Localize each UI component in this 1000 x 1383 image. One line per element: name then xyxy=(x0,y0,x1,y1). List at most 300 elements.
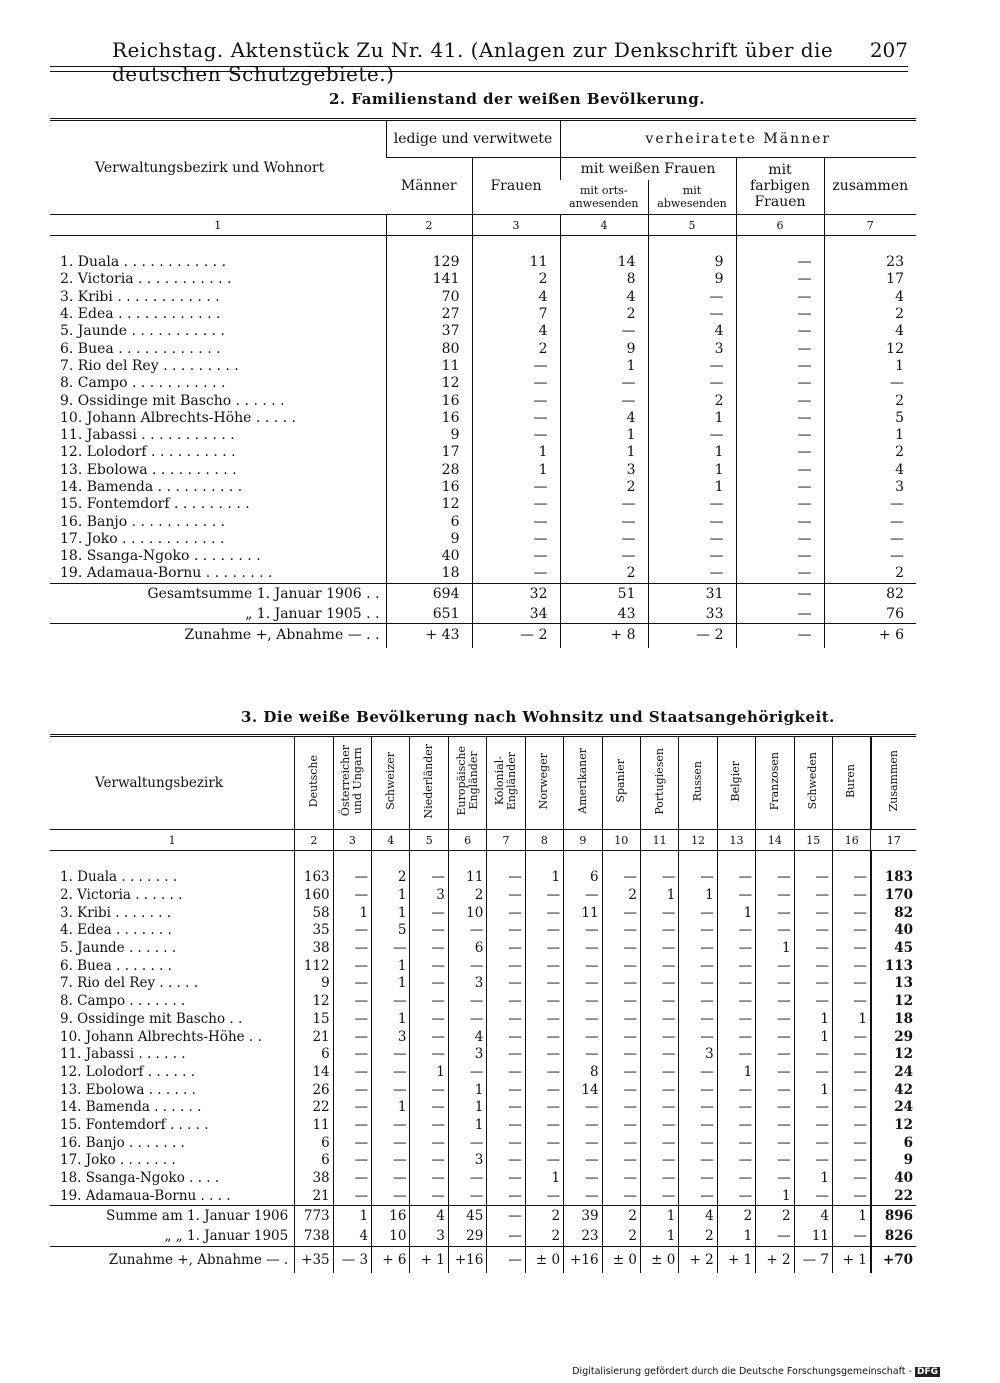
table-cell: — xyxy=(640,851,678,887)
table-cell: — xyxy=(560,375,648,392)
header-nationality xyxy=(794,736,832,830)
colnum: 4 xyxy=(372,830,410,851)
table-cell: — xyxy=(333,1117,371,1135)
table-cell: — xyxy=(736,479,824,496)
table-cell: — xyxy=(560,323,648,340)
table-cell: — xyxy=(833,1117,871,1135)
table-cell: 4 xyxy=(472,323,560,340)
table-cell: — xyxy=(794,1046,832,1064)
table-cell: — xyxy=(756,957,794,975)
table-cell: — xyxy=(525,1081,563,1099)
table-cell: — xyxy=(448,957,486,975)
table-cell: — xyxy=(794,851,832,887)
table-cell: — xyxy=(410,1170,448,1188)
table-cell: — xyxy=(410,1046,448,1064)
table-cell: — xyxy=(487,1226,525,1247)
table-cell: — xyxy=(794,957,832,975)
table-cell: 29 xyxy=(871,1028,916,1046)
table-row xyxy=(50,306,916,323)
table-cell: — xyxy=(333,1152,371,1170)
table-cell: 33 xyxy=(648,606,736,624)
header-married: verheiratete Männer xyxy=(560,120,916,158)
table-cell: 58 xyxy=(295,904,333,922)
table-cell: — xyxy=(602,1134,640,1152)
table-cell: 23 xyxy=(824,236,916,272)
table-cell: — xyxy=(564,887,602,905)
colnum: 14 xyxy=(756,830,794,851)
header-total: zusammen xyxy=(824,158,916,215)
table-cell: — xyxy=(756,975,794,993)
table-row xyxy=(50,392,916,409)
table-cell: 2 xyxy=(602,1226,640,1247)
table-cell: 1 xyxy=(833,1011,871,1029)
header-district: Verwaltungsbezirk xyxy=(50,736,295,830)
table-cell: 1 xyxy=(756,940,794,958)
table-cell: 9 xyxy=(648,271,736,288)
table-cell: — xyxy=(472,531,560,548)
table-row xyxy=(50,531,916,548)
table-cell: — xyxy=(833,940,871,958)
table-cell: — xyxy=(736,340,824,357)
table-cell: 1 xyxy=(472,444,560,461)
table-cell: — xyxy=(410,1117,448,1135)
table-cell: — xyxy=(679,922,717,940)
table-cell: — xyxy=(824,548,916,565)
table-cell: + 6 xyxy=(824,623,916,648)
table-row xyxy=(50,1134,916,1152)
table-cell: — xyxy=(794,1187,832,1205)
table-cell: — xyxy=(333,1046,371,1064)
table-cell: — xyxy=(833,993,871,1011)
table-cell: — xyxy=(372,1152,410,1170)
table-cell: 1 xyxy=(794,1028,832,1046)
table-row xyxy=(50,1081,916,1099)
district-name: 6. Buea . . . . . . . xyxy=(60,957,172,974)
table-cell: 24 xyxy=(871,1099,916,1117)
nationality-label: Amerikaner xyxy=(575,748,589,814)
table-cell: — xyxy=(756,1117,794,1135)
table-cell: — xyxy=(372,1117,410,1135)
table-cell: 4 xyxy=(648,323,736,340)
table-cell: — xyxy=(472,358,560,375)
table-cell: — xyxy=(648,375,736,392)
table-cell: 1 xyxy=(472,462,560,479)
table-cell: — xyxy=(794,975,832,993)
table-cell: — xyxy=(410,1099,448,1117)
table-cell: 2 xyxy=(560,479,648,496)
table-cell: 22 xyxy=(295,1099,333,1117)
table-cell: — xyxy=(794,1099,832,1117)
table-cell: 76 xyxy=(824,606,916,624)
district-name: 6. Buea . . . . . . . . . . . . xyxy=(60,340,221,357)
table-cell: — xyxy=(410,1011,448,1029)
table-cell: + 8 xyxy=(560,623,648,648)
table-cell: 2 xyxy=(472,340,560,357)
table-row xyxy=(50,479,916,496)
table-row xyxy=(50,975,916,993)
district-name: 11. Jabassi . . . . . . . . . . . xyxy=(60,427,235,444)
table-cell: 70 xyxy=(386,289,472,306)
table-cell: — xyxy=(794,940,832,958)
table-cell: — xyxy=(472,375,560,392)
table-cell: — xyxy=(333,940,371,958)
colnum: 5 xyxy=(648,215,736,236)
table-row xyxy=(50,1046,916,1064)
table-cell: + 1 xyxy=(833,1247,871,1274)
table-cell: — xyxy=(717,1099,755,1117)
header-nationality xyxy=(833,736,871,830)
table-cell: — xyxy=(756,1081,794,1099)
table-row xyxy=(50,496,916,513)
table-cell: — xyxy=(717,1187,755,1205)
district-name: 1. Duala . . . . . . . . . . . . xyxy=(60,254,227,271)
table-cell: 40 xyxy=(871,922,916,940)
table2-title: 2. Familienstand der weißen Bevölkerung. xyxy=(329,90,705,108)
table-cell: — xyxy=(410,1081,448,1099)
nationality-label: Portugiesen xyxy=(652,747,666,815)
table-cell: — xyxy=(525,1028,563,1046)
table-cell: — xyxy=(448,1064,486,1082)
table-cell: — xyxy=(487,940,525,958)
nationality-label: Kolonial- Engländer xyxy=(493,751,519,811)
nationality-label: Niederländer xyxy=(422,743,436,819)
table-cell: 8 xyxy=(564,1064,602,1082)
table-cell: — xyxy=(833,922,871,940)
colnum: 2 xyxy=(386,215,472,236)
table-cell: — xyxy=(333,1099,371,1117)
table-cell: 2 xyxy=(472,271,560,288)
table-cell: 8 xyxy=(560,271,648,288)
table-cell: 5 xyxy=(824,410,916,427)
table-cell: 14 xyxy=(295,1064,333,1082)
table-cell: 40 xyxy=(871,1170,916,1188)
table-cell: 12 xyxy=(386,496,472,513)
header-colored-wives: mit farbigen Frauen xyxy=(736,158,824,215)
table-cell: — xyxy=(640,1170,678,1188)
district-name: 11. Jabassi . . . . . . xyxy=(60,1046,186,1063)
table-row xyxy=(50,462,916,479)
sum-row-1906 xyxy=(50,1206,916,1227)
table-row xyxy=(50,323,916,340)
table-cell: — xyxy=(717,1081,755,1099)
table-cell: — xyxy=(487,1099,525,1117)
table-cell: 2 xyxy=(717,1206,755,1227)
table-cell: — xyxy=(717,975,755,993)
table-cell: 21 xyxy=(295,1187,333,1205)
table-cell: 2 xyxy=(824,306,916,323)
table-cell: — xyxy=(472,513,560,530)
table-cell: — xyxy=(333,957,371,975)
table-row xyxy=(50,1170,916,1188)
table-row xyxy=(50,427,916,444)
nationality-label: Norweger xyxy=(537,752,551,810)
table-cell: 163 xyxy=(295,851,333,887)
header-nationality xyxy=(410,736,448,830)
table-cell: — xyxy=(640,1134,678,1152)
colnum: 13 xyxy=(717,830,755,851)
table-cell: 1 xyxy=(372,957,410,975)
table-cell: — xyxy=(679,1152,717,1170)
table-row xyxy=(50,1028,916,1046)
table-cell: + 43 xyxy=(386,623,472,648)
colnum: 8 xyxy=(525,830,563,851)
table-cell: — xyxy=(333,1187,371,1205)
table-cell: 18 xyxy=(386,565,472,583)
table-cell: — xyxy=(833,1046,871,1064)
table-cell: — xyxy=(833,1226,871,1247)
header-absent: mit abwesenden xyxy=(648,180,736,215)
table-cell: — xyxy=(648,531,736,548)
table-cell: 6 xyxy=(295,1134,333,1152)
table-cell: — xyxy=(525,904,563,922)
header-nationality xyxy=(679,736,717,830)
table-cell: — xyxy=(372,993,410,1011)
district-name: 19. Adamaua-Bornu . . . . xyxy=(60,1187,231,1204)
table-cell: — xyxy=(472,392,560,409)
nationality-label: Schweizer xyxy=(383,752,397,810)
district-name: 16. Banjo . . . . . . . xyxy=(60,1134,185,1151)
table-cell: 773 xyxy=(295,1206,333,1227)
table-cell: — xyxy=(372,1170,410,1188)
table-cell: — xyxy=(472,548,560,565)
table-cell: — xyxy=(648,306,736,323)
nationality-table xyxy=(50,734,916,1273)
table-cell: — xyxy=(333,887,371,905)
table-cell: — xyxy=(333,993,371,1011)
table-row xyxy=(50,993,916,1011)
table-cell: — xyxy=(648,513,736,530)
table-cell: — xyxy=(487,904,525,922)
header-men: Männer xyxy=(400,178,457,194)
table-cell: + 6 xyxy=(372,1247,410,1274)
table-cell: — xyxy=(640,1046,678,1064)
header-white-wives: mit weißen Frauen xyxy=(560,158,736,181)
table-cell: — xyxy=(472,427,560,444)
table-cell: — xyxy=(448,1134,486,1152)
table-cell: 1 xyxy=(794,1081,832,1099)
colnum: 6 xyxy=(448,830,486,851)
table-cell: ± 0 xyxy=(640,1247,678,1274)
district-name: 3. Kribi . . . . . . . xyxy=(60,904,172,921)
table-cell: — xyxy=(525,1117,563,1135)
table-cell: — xyxy=(333,922,371,940)
table-cell: — xyxy=(525,1099,563,1117)
table-cell: — xyxy=(679,1064,717,1082)
district-name: 1. Duala . . . . . . . xyxy=(60,869,178,886)
table-cell: — xyxy=(756,922,794,940)
table-row xyxy=(50,375,916,392)
table-cell: — xyxy=(472,479,560,496)
table-cell: 1 xyxy=(640,1226,678,1247)
table-cell: 4 xyxy=(824,462,916,479)
table-row xyxy=(50,887,916,905)
table-cell: 1 xyxy=(525,851,563,887)
header-district: Verwaltungsbezirk und Wohnort xyxy=(50,120,386,215)
table-cell: — xyxy=(525,1152,563,1170)
table-cell: ± 0 xyxy=(602,1247,640,1274)
table-cell: — xyxy=(487,1028,525,1046)
table-cell: — xyxy=(487,957,525,975)
table-cell: — xyxy=(717,922,755,940)
nationality-label: Deutsche xyxy=(306,754,320,808)
table-cell: — xyxy=(679,1099,717,1117)
table-cell: 1 xyxy=(717,904,755,922)
table-cell: 2 xyxy=(525,1226,563,1247)
table-cell: 35 xyxy=(295,922,333,940)
table-cell: 16 xyxy=(372,1206,410,1227)
table-cell: — xyxy=(794,1064,832,1082)
table-cell: — xyxy=(560,548,648,565)
table-cell: — xyxy=(333,1064,371,1082)
table-cell: — xyxy=(487,1064,525,1082)
table-cell: 2 xyxy=(824,565,916,583)
district-name: 13. Ebolowa . . . . . . xyxy=(60,1081,196,1098)
table-cell: 82 xyxy=(824,583,916,606)
table-cell: 160 xyxy=(295,887,333,905)
table-cell: — xyxy=(640,1099,678,1117)
table-cell: — xyxy=(679,851,717,887)
table-cell: — xyxy=(736,606,824,624)
table-cell: 13 xyxy=(871,975,916,993)
table-cell: — xyxy=(487,1117,525,1135)
table-cell: — xyxy=(736,565,824,583)
table-cell: 11 xyxy=(794,1226,832,1247)
dfg-logo: DFG xyxy=(916,1367,938,1377)
table-cell: — xyxy=(824,496,916,513)
page-header xyxy=(100,38,908,86)
table-cell: 11 xyxy=(448,851,486,887)
table-cell: — xyxy=(794,993,832,1011)
table-cell: — xyxy=(410,1152,448,1170)
table-cell: — xyxy=(472,565,560,583)
table-cell: — xyxy=(717,1152,755,1170)
table-row xyxy=(50,1011,916,1029)
table-cell: — xyxy=(602,1099,640,1117)
row-label: „ 1. Januar 1905 . . xyxy=(245,605,380,622)
table-cell: — xyxy=(679,1134,717,1152)
table-row xyxy=(50,548,916,565)
table-cell: 2 xyxy=(648,392,736,409)
change-row xyxy=(50,1247,916,1274)
table-cell: — xyxy=(679,1081,717,1099)
table-cell: — xyxy=(333,975,371,993)
table-cell: — xyxy=(333,1028,371,1046)
table-row xyxy=(50,904,916,922)
table-cell: — xyxy=(648,358,736,375)
table-cell: 4 xyxy=(410,1206,448,1227)
table-cell: — xyxy=(564,993,602,1011)
table-cell: 1 xyxy=(333,1206,371,1227)
header-nationality xyxy=(525,736,563,830)
table-cell: 15 xyxy=(295,1011,333,1029)
table-cell: +70 xyxy=(871,1247,916,1274)
table-cell: 738 xyxy=(295,1226,333,1247)
table-cell: 6 xyxy=(564,851,602,887)
table-cell: — 3 xyxy=(333,1247,371,1274)
table-cell: — xyxy=(648,548,736,565)
table-row xyxy=(50,1099,916,1117)
table-cell: — xyxy=(833,1187,871,1205)
table-cell: 1 xyxy=(794,1011,832,1029)
table-cell: 3 xyxy=(448,1046,486,1064)
table-cell: — xyxy=(833,1134,871,1152)
nationality-label: Franzosen xyxy=(767,751,781,811)
colnum: 9 xyxy=(564,830,602,851)
table-cell: — xyxy=(564,1152,602,1170)
table-cell: — xyxy=(560,531,648,548)
table-cell: — xyxy=(560,496,648,513)
table-cell: — xyxy=(717,1134,755,1152)
table-cell: — xyxy=(602,940,640,958)
table-cell: — xyxy=(560,392,648,409)
table-cell: — xyxy=(602,975,640,993)
district-name: 5. Jaunde . . . . . . xyxy=(60,940,177,957)
footer xyxy=(572,1366,940,1377)
table-cell: — xyxy=(736,392,824,409)
nationality-label: Buren xyxy=(844,763,858,799)
table-cell: — xyxy=(525,1064,563,1082)
district-name: 9. Ossidinge mit Bascho . . . . . . xyxy=(60,392,285,409)
table-cell: — xyxy=(717,1170,755,1188)
table-cell: 5 xyxy=(372,922,410,940)
table-cell: — xyxy=(487,1206,525,1227)
table-cell: — xyxy=(564,975,602,993)
table-cell: — xyxy=(333,851,371,887)
page-number: 207 xyxy=(869,38,908,62)
table-cell: — xyxy=(736,375,824,392)
table-cell: 40 xyxy=(386,548,472,565)
sum-row-1905 xyxy=(50,606,916,624)
row-label: Summe am 1. Januar 1906 xyxy=(50,1206,295,1227)
table-cell: — xyxy=(333,1081,371,1099)
table-cell: 4 xyxy=(560,289,648,306)
table-cell: 12 xyxy=(824,340,916,357)
table-cell: 11 xyxy=(386,358,472,375)
table-cell: 9 xyxy=(648,236,736,272)
table-cell: 129 xyxy=(386,236,472,272)
table-cell: — 2 xyxy=(472,623,560,648)
table-cell: — xyxy=(679,957,717,975)
table-cell: — xyxy=(602,1046,640,1064)
table-row xyxy=(50,410,916,427)
table-cell: — xyxy=(564,1187,602,1205)
table-cell: — xyxy=(602,922,640,940)
table-cell: — xyxy=(640,940,678,958)
table-cell: 4 xyxy=(794,1206,832,1227)
table-cell: +16 xyxy=(564,1247,602,1274)
table-cell: 4 xyxy=(448,1028,486,1046)
table-cell: 1 xyxy=(648,444,736,461)
table-cell: 1 xyxy=(679,887,717,905)
header-rule xyxy=(50,66,908,67)
table-cell: 4 xyxy=(333,1226,371,1247)
table-cell: 9 xyxy=(295,975,333,993)
district-name: 18. Ssanga-Ngoko . . . . xyxy=(60,1170,220,1187)
table-cell: — xyxy=(794,904,832,922)
nationality-label: Europäische Engländer xyxy=(454,746,480,816)
table-cell: + 1 xyxy=(410,1247,448,1274)
table-cell: 9 xyxy=(386,531,472,548)
table-cell: — xyxy=(487,993,525,1011)
table-cell: — xyxy=(833,1081,871,1099)
table-cell: — xyxy=(372,1064,410,1082)
table-cell: 1 xyxy=(640,1206,678,1227)
colnum: 10 xyxy=(602,830,640,851)
table-cell: 2 xyxy=(602,887,640,905)
table-cell: 1 xyxy=(372,1011,410,1029)
table-cell: 43 xyxy=(560,606,648,624)
table-cell: — xyxy=(410,1187,448,1205)
